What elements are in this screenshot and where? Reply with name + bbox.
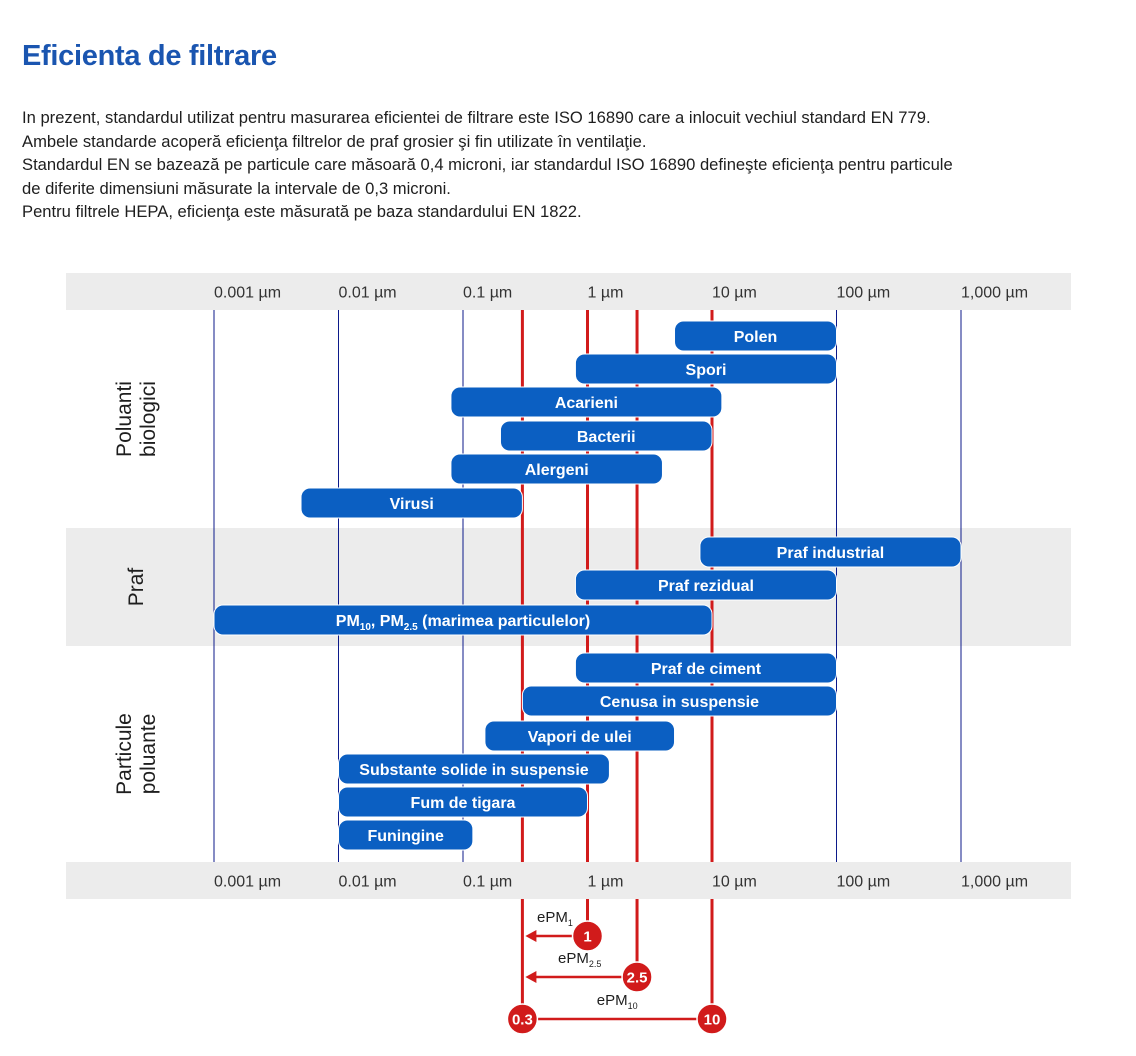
- tick-label-bottom: 0.1 µm: [463, 873, 513, 891]
- bar-label: Acarieni: [554, 395, 618, 412]
- bar-label: Praf industrial: [776, 545, 885, 562]
- bar-label: Virusi: [389, 496, 434, 513]
- threshold-marker-label: 0.3: [511, 1011, 533, 1029]
- range-label: ePM$_{10}$: [596, 992, 638, 1011]
- tick-label-bottom: 0.01 µm: [338, 873, 397, 891]
- bar-label: Praf rezidual: [657, 578, 754, 595]
- tick-label-top: 10 µm: [712, 284, 757, 302]
- intro-line: In prezent, standardul utilizat pentru masurarea eficientei de filtrare este ISO 16890 care a inlocuit vechiul standard EN 779.: [22, 108, 931, 127]
- group-label: Particulepoluante: [113, 713, 160, 795]
- bar-label: Alergeni: [524, 462, 589, 479]
- intro-line: de diferite dimensiuni măsurate la intervale de 0,3 microni.: [22, 178, 451, 198]
- tick-label-top: 0.1 µm: [463, 284, 513, 302]
- tick-label-top: 1 µm: [587, 284, 624, 302]
- tick-label-bottom: 1 µm: [587, 873, 624, 891]
- tick-label-bottom: 10 µm: [712, 873, 757, 891]
- tick-label-bottom: 1,000 µm: [961, 873, 1029, 891]
- bar-label: Praf de ciment: [650, 661, 762, 678]
- bar-label: Spori: [685, 362, 727, 379]
- range-label: ePM$_1$: [537, 909, 573, 928]
- tick-label-bottom: 100 µm: [836, 873, 891, 891]
- page-title: Eficienta de filtrare: [22, 40, 277, 72]
- group-label: Praf: [125, 567, 148, 607]
- intro-line: Pentru filtrele HEPA, eficienţa este măsurată pe baza standardului EN 1822.: [22, 202, 582, 221]
- bar-label: Cenusa in suspensie: [599, 694, 760, 711]
- intro-line: Ambele standarde acoperă eficienţa filtrelor de praf grosier şi fin utilizate în ventilaţie.: [22, 131, 647, 151]
- tick-label-top: 0.001 µm: [214, 284, 282, 302]
- bar-label: Funingine: [367, 828, 444, 845]
- tick-label-bottom: 0.001 µm: [214, 873, 282, 891]
- bar-label: Bacterii: [576, 429, 636, 446]
- threshold-marker-label: 2.5: [626, 969, 648, 987]
- range-label: ePM$_{2.5}$: [558, 950, 602, 969]
- threshold-marker-label: 1: [583, 928, 592, 946]
- intro-line: Standardul EN se bazează pe particule care măsoară 0,4 microni, iar standardul ISO 16890 defineşte eficienţa pentru particule: [22, 155, 953, 174]
- tick-label-top: 0.01 µm: [338, 284, 397, 302]
- tick-label-top: 1,000 µm: [961, 284, 1029, 302]
- bar-label: Vapori de ulei: [527, 729, 632, 746]
- group-label: Poluantibiologici: [113, 381, 160, 457]
- arrow-head-left: [525, 971, 536, 983]
- threshold-marker-label: 10: [703, 1011, 721, 1029]
- bar-label: $PM_{10}$, $PM_{2.5}$ (marimea particulelor): [335, 613, 591, 633]
- bar-label: Polen: [733, 329, 778, 346]
- bar-label: Substante solide in suspensie: [359, 762, 589, 779]
- arrow-head-left: [525, 930, 536, 942]
- tick-label-top: 100 µm: [836, 284, 891, 302]
- bar-label: Fum de tigara: [410, 795, 516, 812]
